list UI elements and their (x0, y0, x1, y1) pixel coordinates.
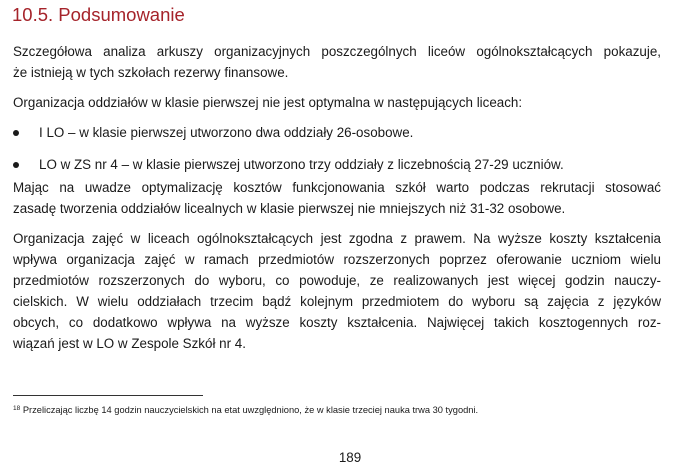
paragraph-organization (13, 92, 661, 113)
page-number: 189 (338, 450, 362, 465)
paragraph-line: Organizacja oddziałów w klasie pierwszej nie jest optymalna w następujących liceach: (13, 95, 523, 110)
footnote (13, 402, 478, 417)
footnote-marker: 18 (13, 405, 21, 412)
paragraph-line: wiązań jest w LO w Zespole Szkół nr 4. (13, 336, 246, 351)
paragraph-line: przedmiotów rozszerzonych do wyboru, co powoduje, ze realizowanych jest więcej godzin nauczy- (13, 273, 661, 288)
list-item-text: I LO – w klasie pierwszej utworzono dwa oddziały 26-osobowe. (39, 125, 414, 140)
paragraph-line: wpływa organizacja zajęć w ramach przedmiotów rozszerzonych poprzez oferowanie uczniom wielu (13, 252, 661, 267)
paragraph-optimization (13, 177, 661, 219)
section-heading: 10.5. Podsumowanie (12, 4, 185, 25)
paragraph-line: cielskich. W wielu oddziałach trzecim bądź kolejnym przedmiotem do wyboru są zajęcia z języków (13, 294, 661, 309)
paragraph-line: Organizacja zajęć w liceach ogólnokształcących jest zgodna z prawem. Na wyższe koszty kształcenia (13, 231, 661, 246)
list-item (13, 122, 673, 143)
footnote-divider (13, 395, 203, 396)
list-item-text: LO w ZS nr 4 – w klasie pierwszej utworzono trzy oddziały z liczebnością 27-29 uczniów. (39, 157, 564, 172)
footnote-text: Przeliczając liczbę 14 godzin nauczycielskich na etat uwzględniono, że w klasie trzeciej nauka trwa 30 tygodni. (22, 405, 479, 415)
list-item (13, 154, 673, 175)
paragraph-line: Mając na uwadze optymalizację kosztów funkcjonowania szkół warto podczas rekrutacji stosować (13, 180, 661, 195)
paragraph-line: Szczegółowa analiza arkuszy organizacyjnych poszczególnych liceów ogólnokształcących pokazuje, (13, 44, 661, 59)
paragraph-summary-intro (13, 41, 661, 83)
bullet-icon (13, 130, 19, 136)
paragraph-line: zasadę tworzenia oddziałów licealnych w klasie pierwszej nie mniejszych niż 31-32 osobowe. (13, 201, 566, 216)
paragraph-costs (13, 228, 661, 354)
paragraph-line: że istnieją w tych szkołach rezerwy finansowe. (13, 65, 289, 80)
bullet-icon (13, 162, 19, 168)
paragraph-line: obcych, co dodatkowo wpływa na wyższe koszty kształcenia. Najwięcej takich kosztogennych roz- (13, 315, 661, 330)
